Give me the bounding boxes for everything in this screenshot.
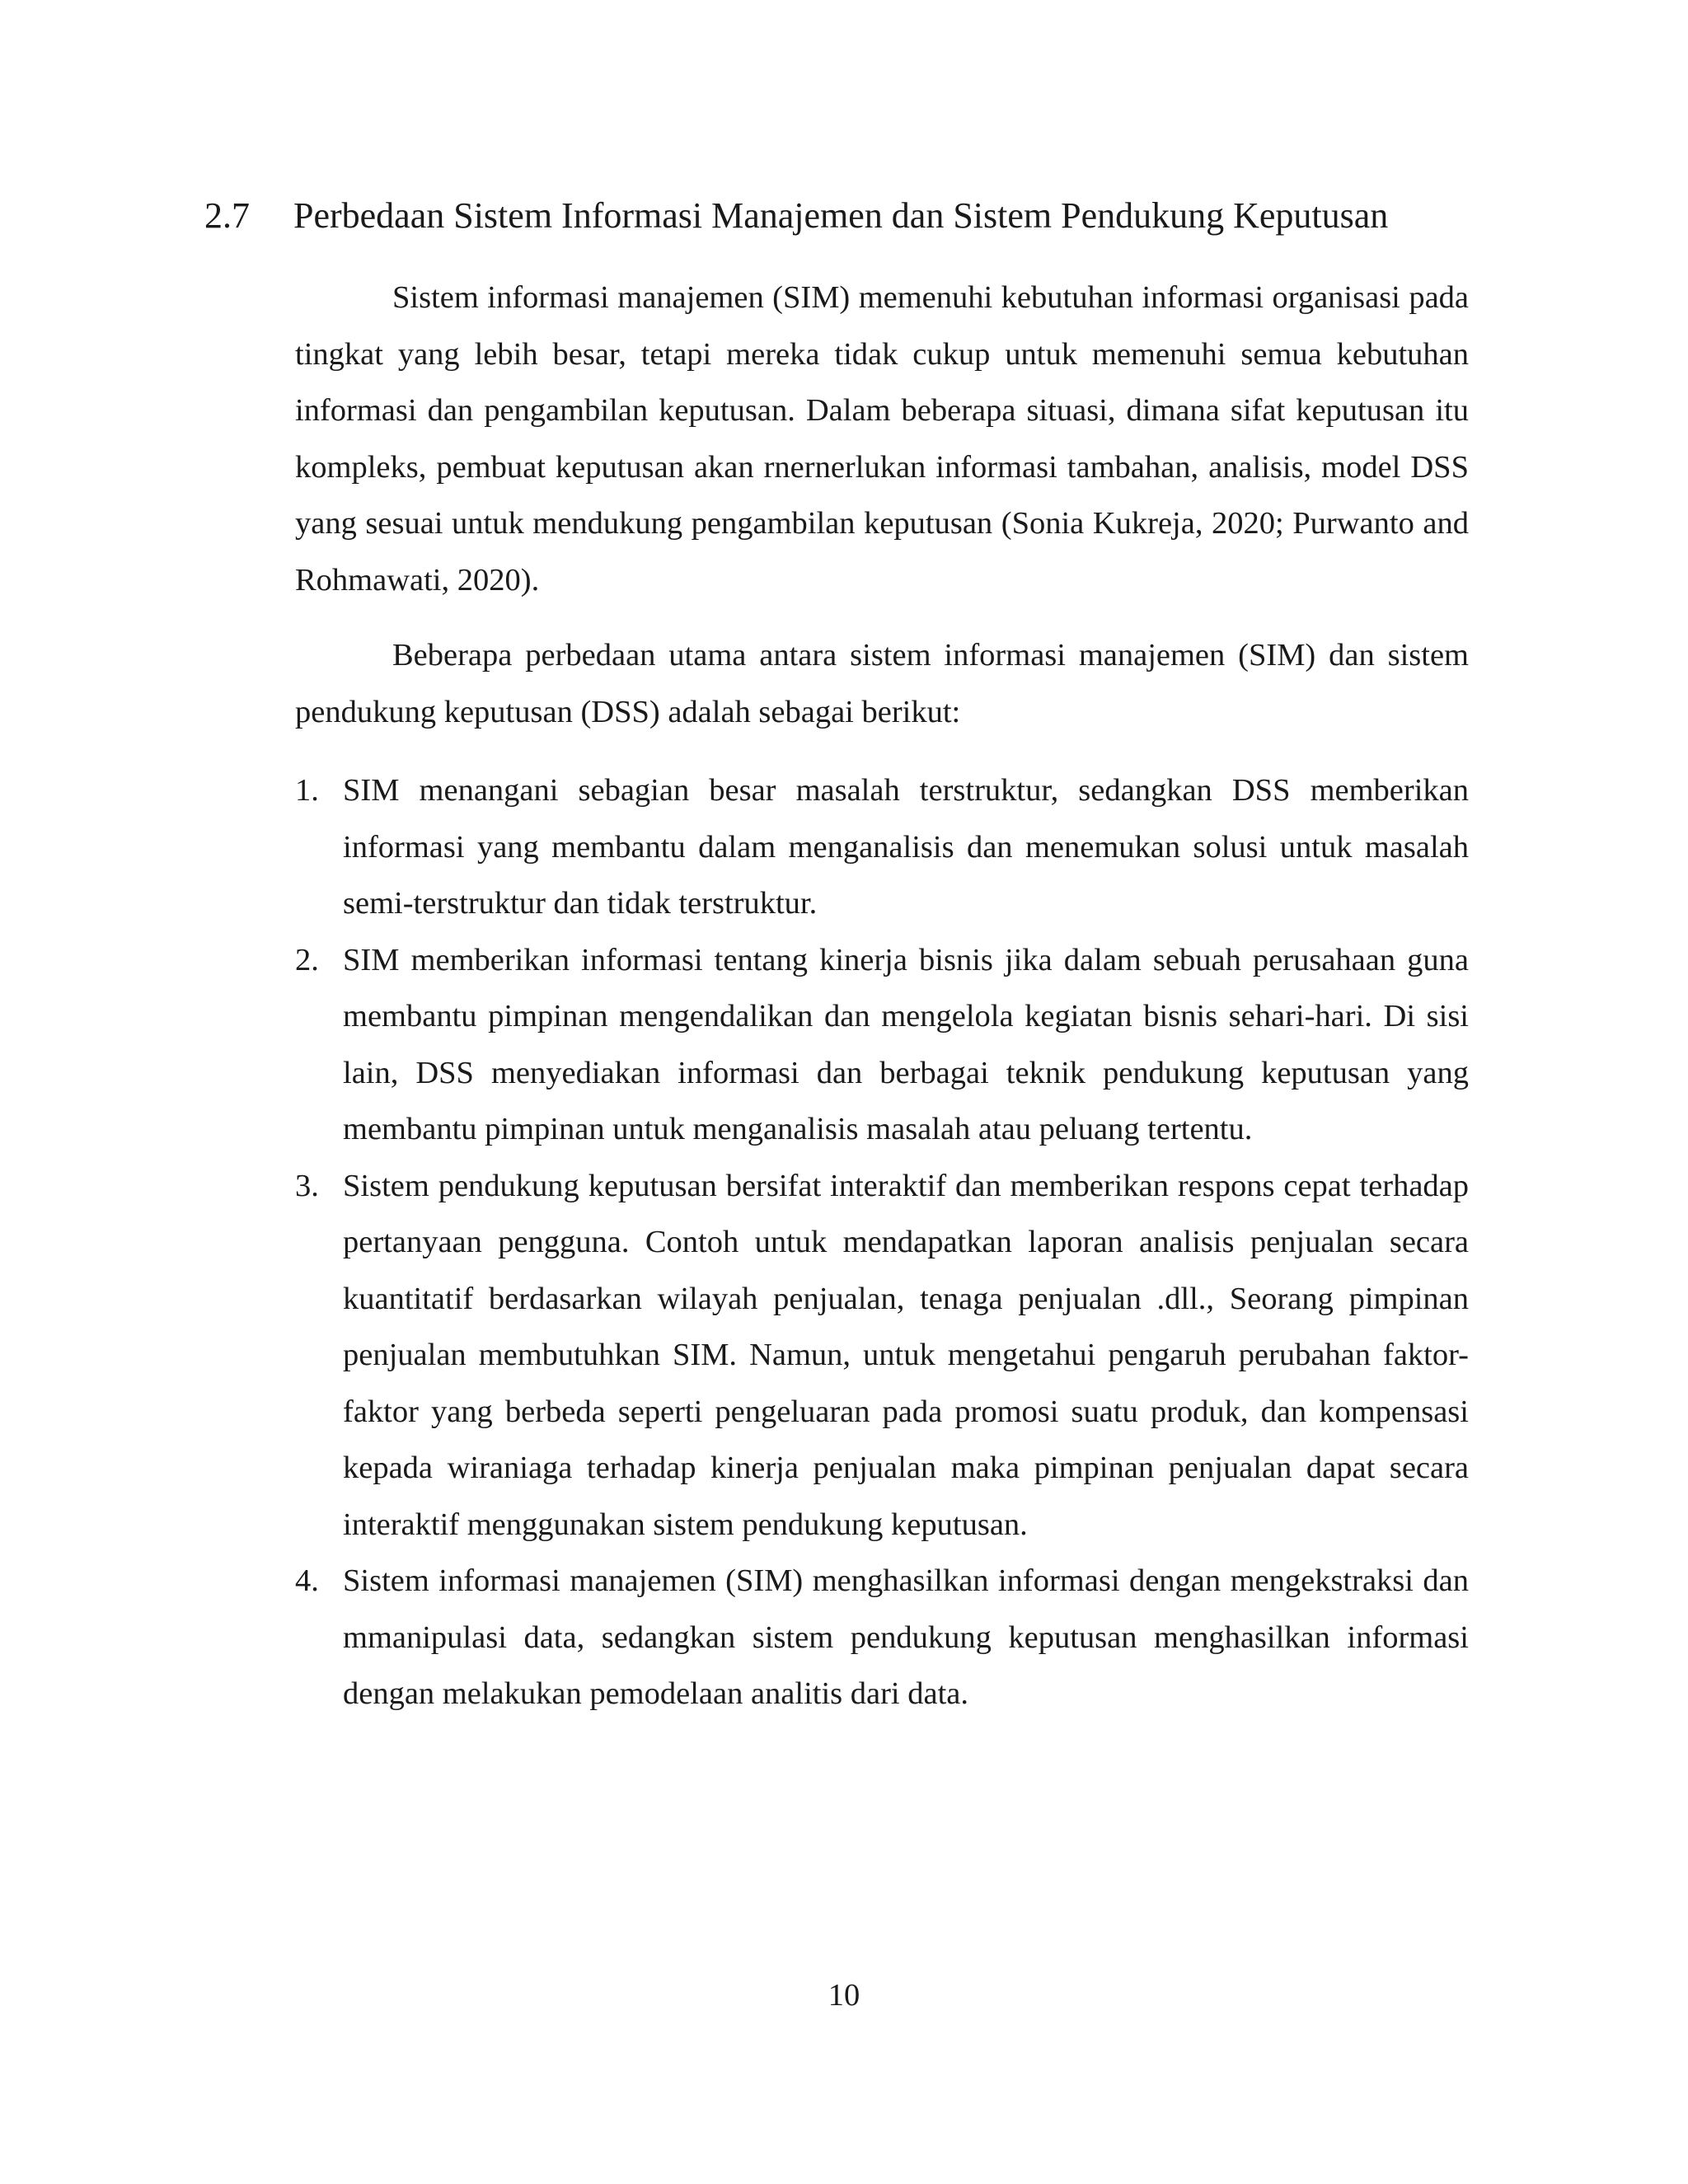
list-marker: 2. [295, 942, 319, 977]
list-item [295, 762, 1469, 932]
list-item-text: SIM memberikan informasi tentang kinerja bisnis jika dalam sebuah perusahaan guna membantu pimpinan mengendalikan dan mengelola kegiatan bisnis sehari-hari. Di sisi lain, DSS menyediakan informasi dan berbagai teknik pendukung keputusan yang membantu pimpinan untuk menganalisis masalah atau peluang tertentu. [343, 942, 1469, 1146]
paragraph-container-1 [295, 269, 1469, 608]
list-marker: 4. [295, 1563, 319, 1598]
list-item [295, 932, 1469, 1158]
list-item-text: Sistem informasi manajemen (SIM) menghasilkan informasi dengan mengekstraksi dan mmanipulasi data, sedangkan sistem pendukung keputusan menghasilkan informasi dengan melakukan pemodelaan analitis dari data. [343, 1563, 1469, 1711]
list-marker: 1. [295, 773, 319, 808]
list-item-text: SIM menangani sebagian besar masalah terstruktur, sedangkan DSS memberikan informasi yang membantu dalam menganalisis dan menemukan solusi untuk masalah semi-terstruktur dan tidak terstruktur. [343, 773, 1469, 921]
paragraph-container-2 [295, 627, 1469, 740]
paragraph: Beberapa perbedaan utama antara sistem informasi manajemen (SIM) dan sistem pendukung keputusan (DSS) adalah sebagai berikut: [295, 638, 1469, 729]
section-number: 2.7 [204, 195, 250, 236]
paragraph: Sistem informasi manajemen (SIM) memenuhi kebutuhan informasi organisasi pada tingkat yang lebih besar, tetapi mereka tidak cukup untuk memenuhi semua kebutuhan informasi dan pengambilan keputusan. Dalam beberapa situasi, dimana sifat keputusan itu kompleks, pembuat keputusan akan rnernerlukan informasi tambahan, analisis, model DSS yang sesuai untuk mendukung pengambilan keputusan (Sonia Kukreja, 2020; Purwanto and Rohmawati, 2020). [295, 280, 1469, 598]
numbered-list [295, 762, 1469, 1722]
list-item [295, 1158, 1469, 1554]
page-number: 10 [828, 1978, 860, 2013]
list-marker: 3. [295, 1168, 319, 1203]
list-item [295, 1553, 1469, 1722]
list-item-text: Sistem pendukung keputusan bersifat interaktif dan memberikan respons cepat terhadap pertanyaan pengguna. Contoh untuk mendapatkan laporan analisis penjualan secara kuantitatif berdasarkan wilayah penjualan, tenaga penjualan .dll., Seorang pimpinan penjualan membutuhkan SIM. Namun, untuk mengetahui pengaruh perubahan faktor-faktor yang berbeda seperti pengeluaran pada promosi suatu produk, dan kompensasi kepada wiraniaga terhadap kinerja penjualan maka pimpinan penjualan dapat secara interaktif menggunakan sistem pendukung keputusan. [343, 1168, 1469, 1542]
section-title: Perbedaan Sistem Informasi Manajemen dan Sistem Pendukung Keputusan [293, 195, 1389, 236]
section-heading [204, 191, 1523, 241]
